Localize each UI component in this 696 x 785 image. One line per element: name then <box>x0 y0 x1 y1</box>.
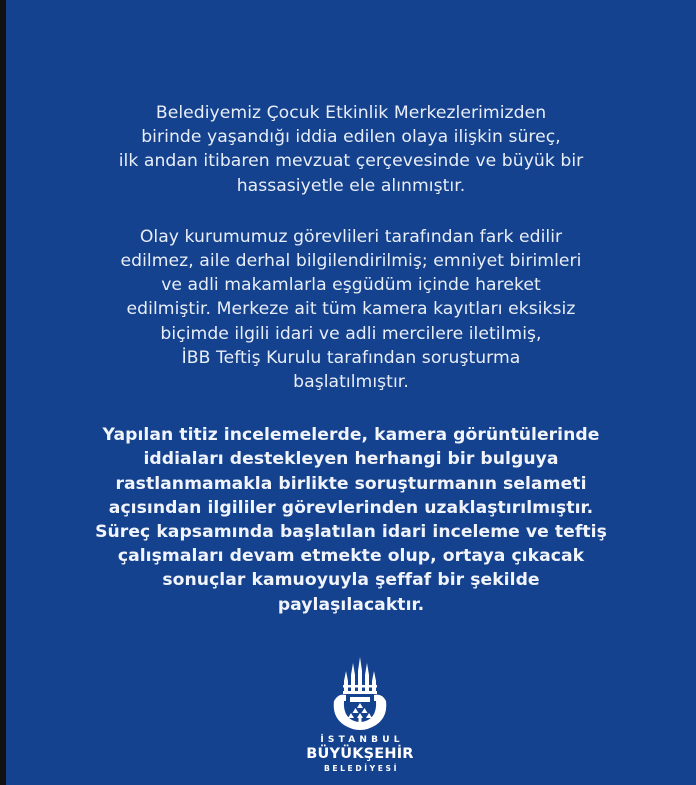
text-line: açısından ilgililer görevlerinden uzaklaştırılmıştır. <box>108 497 594 518</box>
ibb-logo <box>300 655 420 775</box>
text-line: ve adli makamlarla eşgüdüm içinde hareket <box>161 275 541 296</box>
statement-paragraph-2 <box>6 225 696 394</box>
ibb-emblem-icon <box>300 655 420 731</box>
text-line: edilmiştir. Merkeze ait tüm kamera kayıtları eksiksiz <box>126 299 576 320</box>
text-line: Olay kurumumuz görevlileri tarafından fark edilir <box>139 226 563 247</box>
text-line: Süreç kapsamında başlatılan idari inceleme ve teftiş <box>95 522 607 543</box>
text-line: birinde yaşandığı iddia edilen olaya ilişkin süreç, <box>141 127 561 148</box>
press-statement <box>6 101 696 617</box>
text-line: sonuçlar kamuoyuyla şeffaf bir şekilde <box>162 570 540 591</box>
text-line: Yapılan titiz incelemelerde, kamera görüntülerinde <box>102 425 600 446</box>
text-line: Belediyemiz Çocuk Etkinlik Merkezlerimizden <box>155 103 547 123</box>
text-line: iddiaları destekleyen herhangi bir bulguya <box>143 449 559 470</box>
logo-text-buyuksehir: BÜYÜKŞEHİR <box>306 746 414 762</box>
text-line: biçimde ilgili idari ve adli mercilere iletilmiş, <box>160 323 542 344</box>
text-line: başlatılmıştır. <box>293 372 409 393</box>
text-line: edilmez, aile derhal bilgilendirilmiş; emniyet birimleri <box>120 251 582 272</box>
statement-paragraph-3-bold <box>6 423 696 617</box>
text-line: ilk andan itibaren mevzuat çerçevesinde ve büyük bir <box>118 151 584 172</box>
text-line: İBB Teftiş Kurulu tarafından soruşturma <box>181 347 521 368</box>
logo-text-istanbul: İSTANBUL <box>320 735 404 745</box>
text-line: hassasiyetle ele alınmıştır. <box>236 175 466 196</box>
logo-text-belediyesi: BELEDİYESİ <box>323 764 400 773</box>
text-line: rastlanmamakla birlikte soruşturmanın selameti <box>115 473 587 494</box>
text-line: paylaşılacaktır. <box>277 594 425 615</box>
statement-paragraph-1 <box>6 101 696 198</box>
text-line: çalışmaları devam etmekte olup, ortaya çıkacak <box>117 546 585 567</box>
